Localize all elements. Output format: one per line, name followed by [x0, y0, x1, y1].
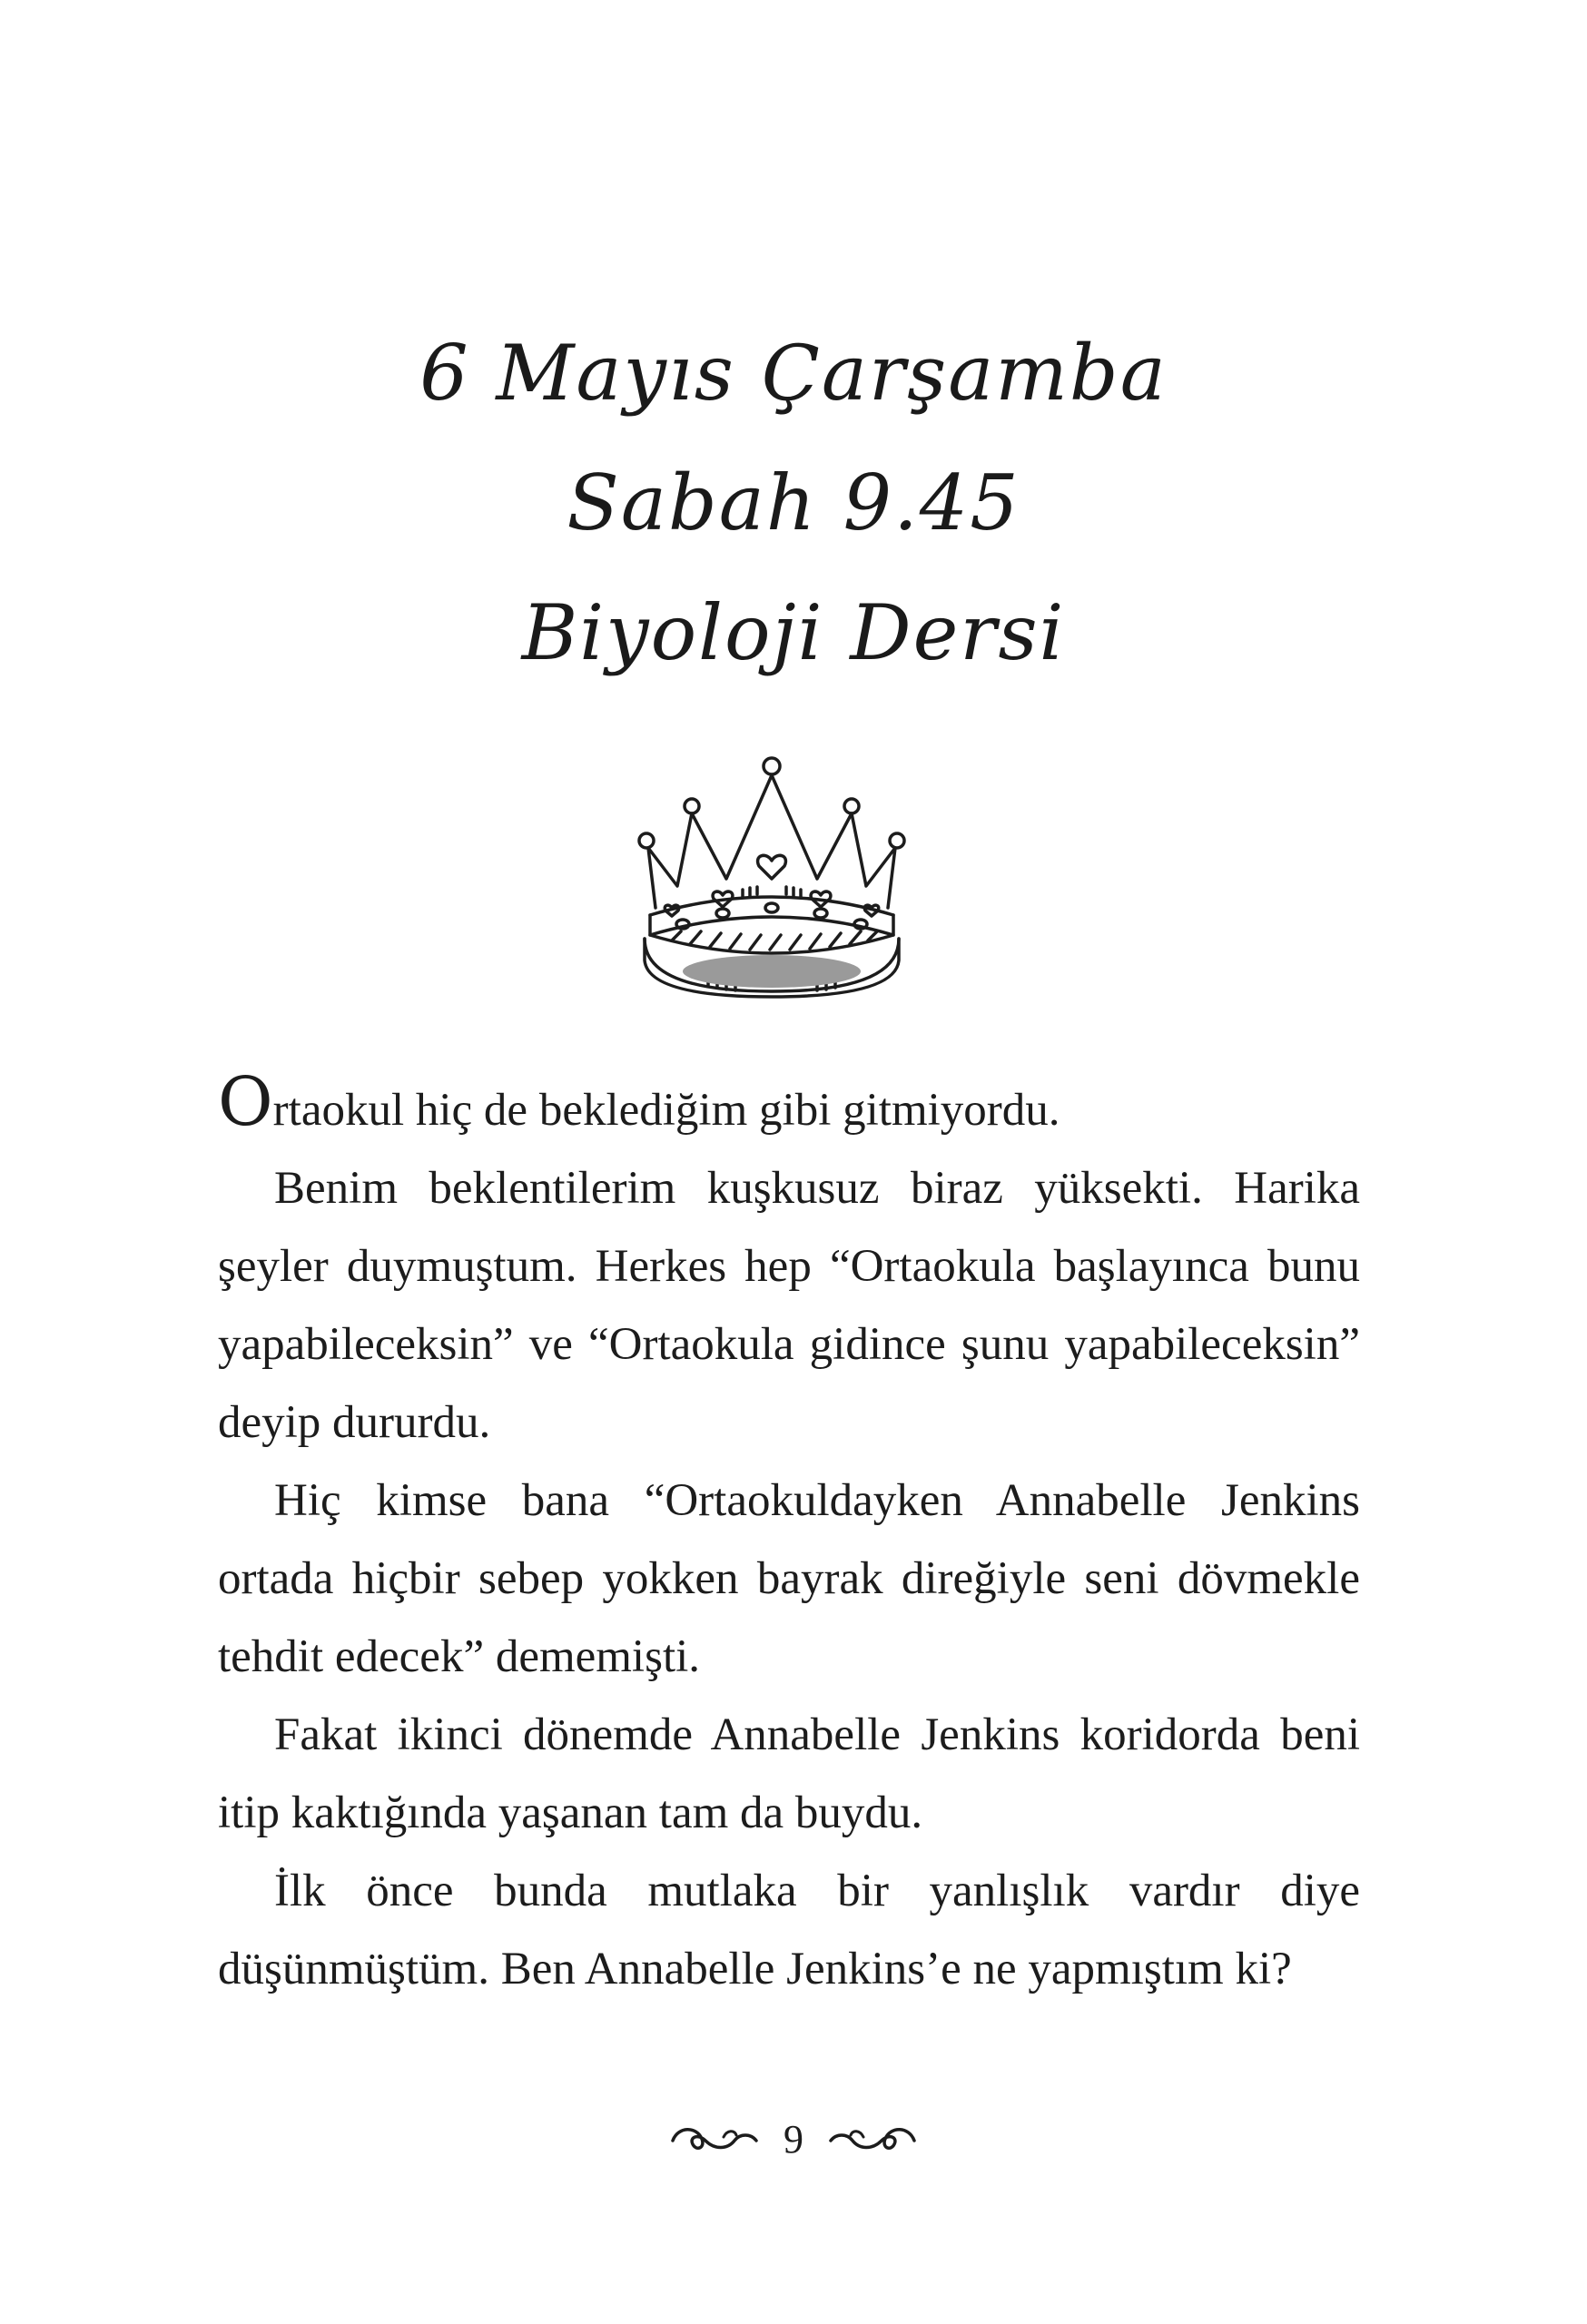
heading-time: Sabah 9.45 [567, 458, 1020, 547]
swirl-ornament-icon [669, 2119, 760, 2159]
page-number: 9 [784, 2116, 803, 2162]
page-footer [0, 2112, 1587, 2166]
paragraph-4: Fakat ikinci dönemde Annabelle Jenkins koridorda beni itip kaktığında yaşanan tam da buydu. [218, 1709, 1360, 1838]
paragraph-3: Hiç kimse bana “Ortaokuldayken Annabelle Jenkins ortada hiçbir sebep yokken bayrak direğiyle seni dövmekle tehdit edecek” dememişti. [218, 1475, 1360, 1682]
drop-cap: O [218, 1063, 273, 1141]
heading-date: 6 Mayıs Çarşamba [419, 329, 1168, 418]
heading-subject: Biyoloji Dersi [521, 588, 1066, 677]
chapter-heading [0, 309, 1587, 698]
crown-icon [636, 753, 908, 999]
body-text [218, 1063, 1360, 2008]
swirl-ornament-icon [827, 2119, 918, 2159]
paragraph-2: Benim beklentilerim kuşkusuz biraz yüksekti. Harika şeyler duymuştum. Herkes hep “Ortaokula başlayınca bunu yapabileceksin” ve “Ortaokula gidince şunu yapabileceksin” deyip dururdu. [218, 1163, 1360, 1448]
paragraph-5: İlk önce bunda mutlaka bir yanlışlık vardır diye düşünmüştüm. Ben Annabelle Jenkins’e ne yapmıştım ki? [218, 1866, 1360, 1994]
paragraph-1: Ortaokul hiç de beklediğim gibi gitmiyordu. [218, 1063, 1060, 1141]
